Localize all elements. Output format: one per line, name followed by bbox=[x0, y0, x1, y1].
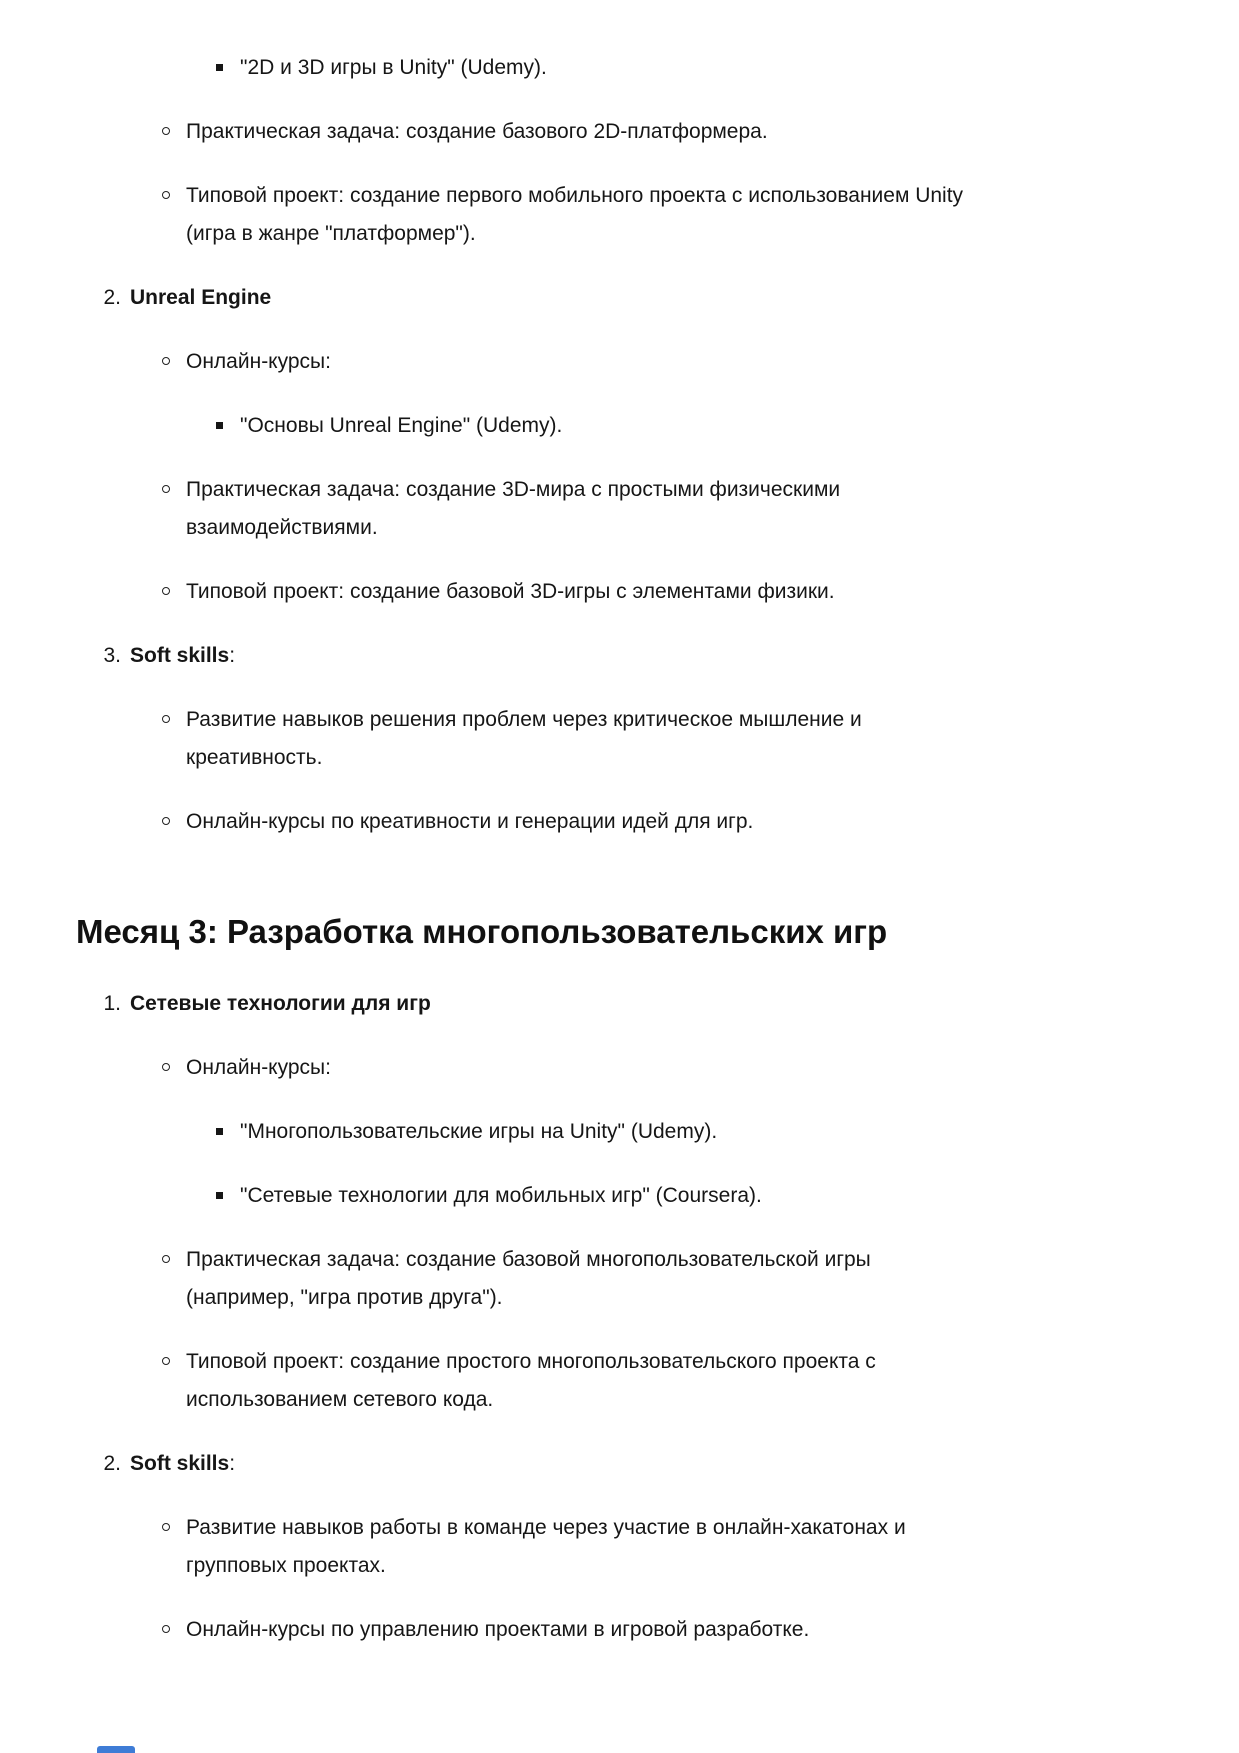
bullet-square-icon bbox=[216, 1177, 240, 1199]
list-item bbox=[76, 701, 1179, 777]
bullet-circle-icon bbox=[162, 803, 186, 825]
list-item-numbered bbox=[76, 637, 1179, 675]
text-line: "Сетевые технологии для мобильных игр" (Coursera). bbox=[240, 1184, 762, 1207]
text-line: Типовой проект: создание первого мобильного проекта с использованием Unity bbox=[186, 184, 964, 207]
list-item-text bbox=[186, 1049, 331, 1087]
item-suffix: : bbox=[229, 1452, 236, 1475]
list-item bbox=[76, 1509, 1179, 1585]
list-number: 1. bbox=[103, 992, 121, 1015]
list-item-text bbox=[130, 985, 431, 1023]
item-label: Soft skills bbox=[130, 644, 230, 667]
text-line: "2D и 3D игры в Unity" (Udemy). bbox=[240, 56, 547, 79]
text-line: "Многопользовательские игры на Unity" (Udemy). bbox=[240, 1120, 718, 1143]
list-item bbox=[76, 1049, 1179, 1087]
list-item-text bbox=[186, 1241, 871, 1317]
list-item bbox=[76, 1241, 1179, 1317]
list-item bbox=[76, 113, 1179, 151]
list-item-text bbox=[186, 701, 862, 777]
list-item-text bbox=[186, 471, 840, 547]
bullet-circle-icon bbox=[162, 343, 186, 365]
bullet-circle-icon bbox=[162, 471, 186, 493]
section-heading: Месяц 3: Разработка многопользовательских игр bbox=[76, 913, 888, 950]
text-line: Онлайн-курсы по креативности и генерации идей для игр. bbox=[186, 810, 754, 833]
list-item-numbered bbox=[76, 279, 1179, 317]
item-label: Soft skills bbox=[130, 1452, 230, 1475]
bullet-square-icon bbox=[216, 407, 240, 429]
bullet-circle-icon bbox=[162, 1241, 186, 1263]
text-line: использованием сетевого кода. bbox=[186, 1388, 494, 1411]
list-item bbox=[76, 1177, 1179, 1215]
text-line: Онлайн-курсы: bbox=[186, 350, 331, 373]
text-line: креативность. bbox=[186, 746, 323, 769]
list-item-numbered bbox=[76, 985, 1179, 1023]
list-item-text bbox=[240, 49, 547, 87]
bullet-circle-icon bbox=[162, 177, 186, 199]
text-line: Практическая задача: создание 3D-мира с простыми физическими bbox=[186, 478, 841, 501]
text-line: Онлайн-курсы: bbox=[186, 1056, 331, 1079]
item-label: Unreal Engine bbox=[130, 286, 272, 309]
text-line: "Основы Unreal Engine" (Udemy). bbox=[240, 414, 563, 437]
list-item bbox=[76, 803, 1179, 841]
list-item-text bbox=[130, 279, 271, 317]
text-line: Типовой проект: создание базовой 3D-игры с элементами физики. bbox=[186, 580, 835, 603]
bullet-square-icon bbox=[216, 1113, 240, 1135]
list-item bbox=[76, 49, 1179, 87]
list-item-text bbox=[186, 1611, 809, 1649]
list-item bbox=[76, 1343, 1179, 1419]
bullet-circle-icon bbox=[162, 1611, 186, 1633]
list-item-text bbox=[186, 1509, 906, 1585]
text-line: Развитие навыков решения проблем через критическое мышление и bbox=[186, 708, 862, 731]
text-line: (например, "игра против друга"). bbox=[186, 1286, 503, 1309]
item-label: Сетевые технологии для игр bbox=[130, 992, 431, 1015]
bullet-circle-icon bbox=[162, 1509, 186, 1531]
list-item bbox=[76, 407, 1179, 445]
list-item-numbered bbox=[76, 1445, 1179, 1483]
bullet-circle-icon bbox=[162, 701, 186, 723]
list-item-text bbox=[130, 1445, 235, 1483]
list-item bbox=[76, 343, 1179, 381]
bullet-circle-icon bbox=[162, 1049, 186, 1071]
text-line: Развитие навыков работы в команде через участие в онлайн-хакатонах и bbox=[186, 1516, 906, 1539]
text-line: Онлайн-курсы по управлению проектами в игровой разработке. bbox=[186, 1618, 810, 1641]
list-number: 2. bbox=[103, 1452, 121, 1475]
list-number: 3. bbox=[103, 644, 121, 667]
text-line: Типовой проект: создание простого многопользовательского проекта с bbox=[186, 1350, 876, 1373]
list-item bbox=[76, 573, 1179, 611]
list-item bbox=[76, 471, 1179, 547]
text-line: Практическая задача: создание базовой многопользовательской игры bbox=[186, 1248, 871, 1271]
bullet-circle-icon bbox=[162, 1343, 186, 1365]
list-item-text bbox=[240, 1113, 717, 1151]
list-item-text bbox=[186, 343, 331, 381]
list-item-text bbox=[240, 1177, 762, 1215]
list-item-text bbox=[186, 113, 768, 151]
text-line: Практическая задача: создание базового 2D-платформера. bbox=[186, 120, 768, 143]
text-line: (игра в жанре "платформер"). bbox=[186, 222, 476, 245]
bottom-blue-bar bbox=[97, 1746, 135, 1753]
text-line: групповых проектах. bbox=[186, 1554, 386, 1577]
list-item bbox=[76, 177, 1179, 253]
list-item-text bbox=[186, 177, 963, 253]
item-suffix: : bbox=[229, 644, 236, 667]
list-number: 2. bbox=[103, 286, 121, 309]
list-item bbox=[76, 1611, 1179, 1649]
list-item bbox=[76, 1113, 1179, 1151]
list-item-text bbox=[240, 407, 562, 445]
bullet-circle-icon bbox=[162, 113, 186, 135]
list-item-text bbox=[130, 637, 235, 675]
list-item-text bbox=[186, 803, 753, 841]
bullet-circle-icon bbox=[162, 573, 186, 595]
bullet-square-icon bbox=[216, 49, 240, 71]
list-item-text bbox=[186, 573, 835, 611]
list-item-text bbox=[186, 1343, 876, 1419]
text-line: взаимодействиями. bbox=[186, 516, 378, 539]
